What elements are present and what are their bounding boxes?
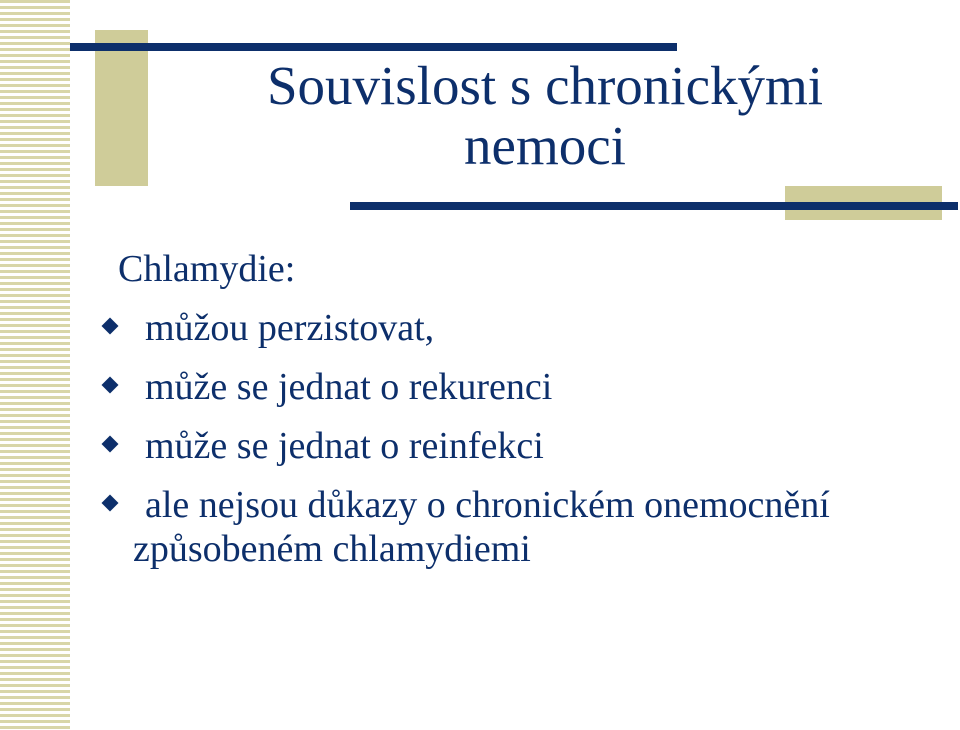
bullet-text: ale nejsou důkazy o chronickém onemocnění bbox=[145, 484, 830, 526]
diamond-bullet-icon bbox=[102, 318, 119, 335]
accent-block-left bbox=[95, 30, 148, 186]
slide-title bbox=[150, 56, 940, 176]
diamond-bullet-icon bbox=[102, 436, 119, 453]
diamond-bullet-icon bbox=[102, 495, 119, 512]
bullet-item bbox=[100, 365, 950, 409]
bullet-item bbox=[100, 424, 950, 468]
bullet-list bbox=[100, 306, 950, 586]
bullet-item bbox=[100, 483, 950, 571]
title-line-2: nemoci bbox=[464, 115, 626, 176]
accent-rule-bottom bbox=[350, 202, 958, 210]
diamond-bullet-icon bbox=[102, 377, 119, 394]
decorative-stripes bbox=[0, 0, 70, 730]
bullet-text: může se jednat o reinfekci bbox=[145, 425, 544, 467]
section-heading: Chlamydie: bbox=[118, 248, 296, 290]
bullet-text: můžou perzistovat, bbox=[145, 307, 435, 349]
accent-rule-top bbox=[70, 43, 677, 51]
bullet-text-continuation: způsobeném chlamydiemi bbox=[133, 528, 531, 570]
bullet-item bbox=[100, 306, 950, 350]
bullet-text: může se jednat o rekurenci bbox=[145, 366, 553, 408]
title-line-1: Souvislost s chronickými bbox=[266, 55, 824, 116]
